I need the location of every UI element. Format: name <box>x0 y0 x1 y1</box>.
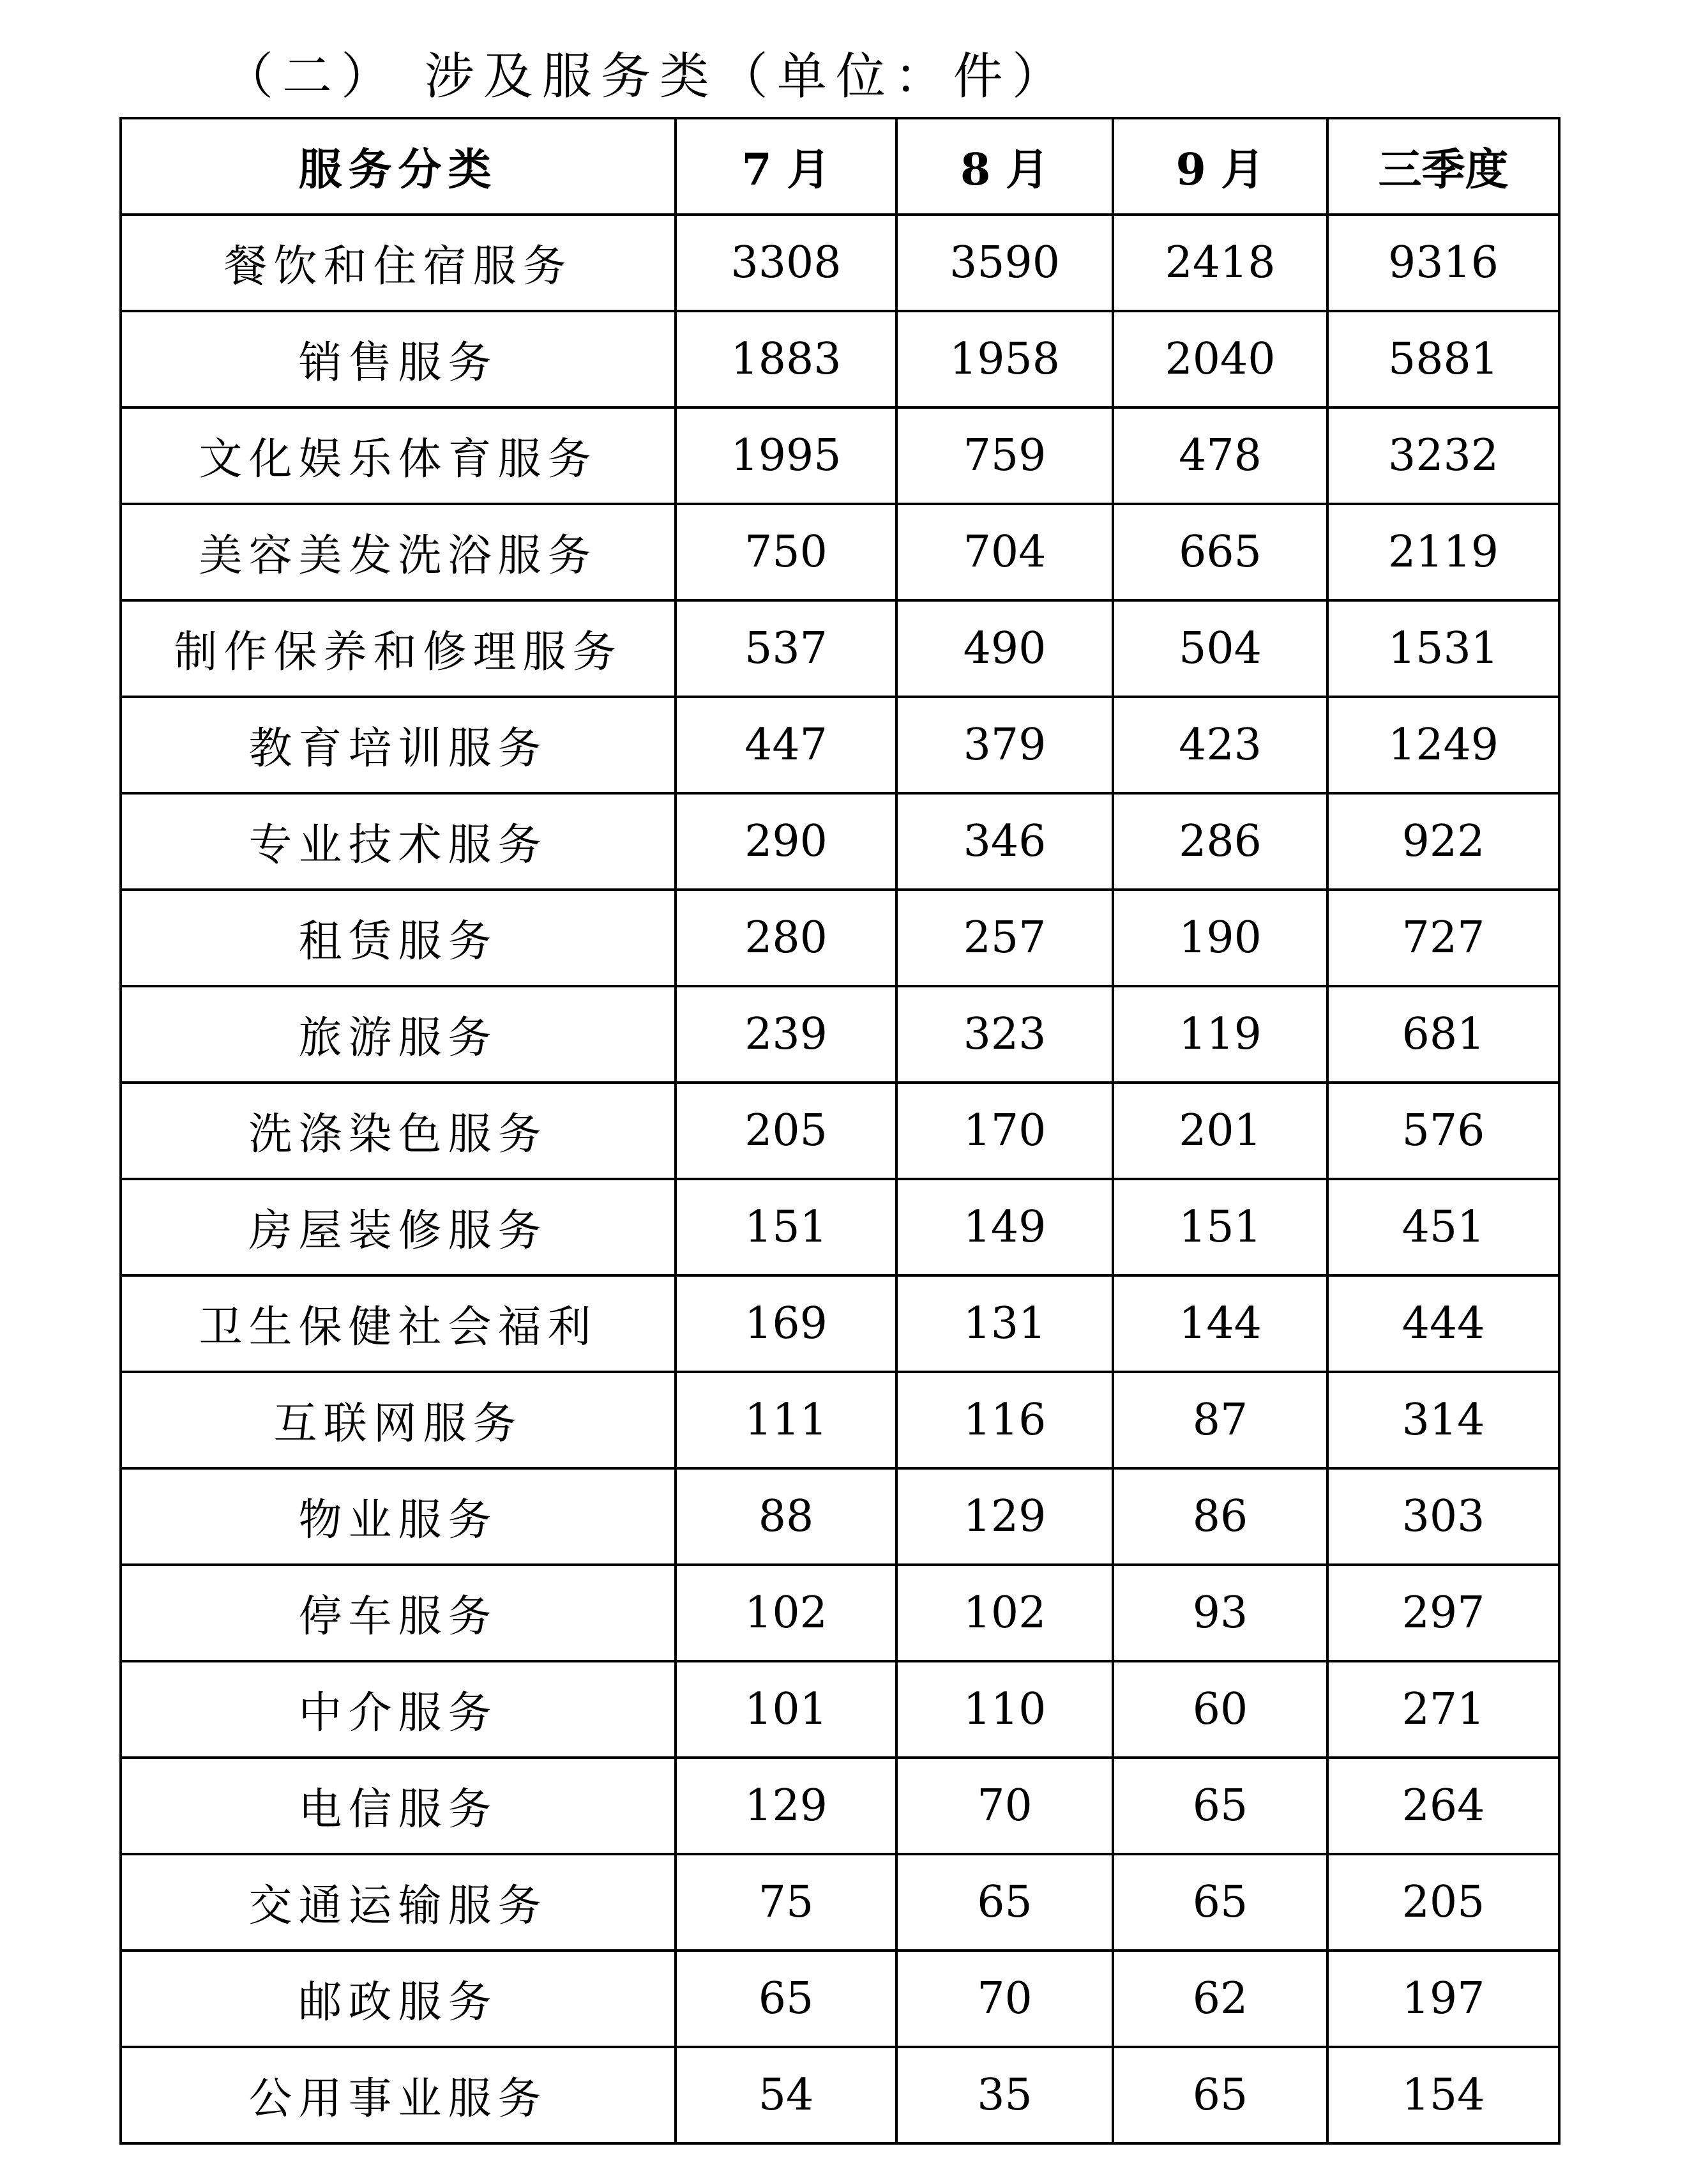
quarter-total: 451 <box>1327 1179 1559 1275</box>
quarter-total: 681 <box>1327 986 1559 1083</box>
august-value: 149 <box>896 1179 1113 1275</box>
july-value: 88 <box>676 1468 896 1565</box>
quarter-total: 5881 <box>1327 311 1559 407</box>
category-cell: 洗涤染色服务 <box>121 1083 676 1179</box>
category-cell: 教育培训服务 <box>121 697 676 793</box>
header-category: 服务分类 <box>121 118 676 215</box>
july-value: 111 <box>676 1372 896 1468</box>
september-value: 65 <box>1113 1758 1327 1854</box>
table-row <box>121 215 1559 311</box>
september-value: 2418 <box>1113 215 1327 311</box>
september-value: 423 <box>1113 697 1327 793</box>
august-value: 257 <box>896 890 1113 986</box>
table-row <box>121 600 1559 697</box>
header-july: 7 月 <box>676 118 896 215</box>
july-value: 169 <box>676 1275 896 1372</box>
september-value: 93 <box>1113 1565 1327 1661</box>
august-value: 35 <box>896 2047 1113 2143</box>
service-complaints-table <box>119 117 1561 2145</box>
august-value: 346 <box>896 793 1113 890</box>
page-title: （二） 涉及服务类（单位：件） <box>223 48 1071 105</box>
quarter-total: 3232 <box>1327 407 1559 504</box>
july-value: 54 <box>676 2047 896 2143</box>
august-value: 1958 <box>896 311 1113 407</box>
category-cell: 制作保养和修理服务 <box>121 600 676 697</box>
table-row <box>121 890 1559 986</box>
quarter-total: 205 <box>1327 1854 1559 1951</box>
august-value: 110 <box>896 1661 1113 1758</box>
august-value: 323 <box>896 986 1113 1083</box>
table-row <box>121 1758 1559 1854</box>
august-value: 704 <box>896 504 1113 600</box>
july-value: 280 <box>676 890 896 986</box>
july-value: 205 <box>676 1083 896 1179</box>
table-header-row <box>121 118 1559 215</box>
august-value: 131 <box>896 1275 1113 1372</box>
category-cell: 物业服务 <box>121 1468 676 1565</box>
category-cell: 专业技术服务 <box>121 793 676 890</box>
july-value: 750 <box>676 504 896 600</box>
table-row <box>121 1468 1559 1565</box>
quarter-total: 197 <box>1327 1951 1559 2047</box>
quarter-total: 297 <box>1327 1565 1559 1661</box>
august-value: 129 <box>896 1468 1113 1565</box>
july-value: 102 <box>676 1565 896 1661</box>
september-value: 151 <box>1113 1179 1327 1275</box>
september-value: 87 <box>1113 1372 1327 1468</box>
table-row <box>121 1275 1559 1372</box>
september-value: 65 <box>1113 1854 1327 1951</box>
july-value: 129 <box>676 1758 896 1854</box>
quarter-total: 264 <box>1327 1758 1559 1854</box>
table-row <box>121 986 1559 1083</box>
september-value: 201 <box>1113 1083 1327 1179</box>
category-cell: 交通运输服务 <box>121 1854 676 1951</box>
header-august: 8 月 <box>896 118 1113 215</box>
table-body <box>121 215 1559 2143</box>
september-value: 119 <box>1113 986 1327 1083</box>
august-value: 70 <box>896 1951 1113 2047</box>
quarter-total: 154 <box>1327 2047 1559 2143</box>
july-value: 1883 <box>676 311 896 407</box>
category-cell: 美容美发洗浴服务 <box>121 504 676 600</box>
july-value: 1995 <box>676 407 896 504</box>
quarter-total: 314 <box>1327 1372 1559 1468</box>
category-cell: 互联网服务 <box>121 1372 676 1468</box>
table-row <box>121 1083 1559 1179</box>
table-row <box>121 1951 1559 2047</box>
category-cell: 邮政服务 <box>121 1951 676 2047</box>
september-value: 65 <box>1113 2047 1327 2143</box>
table-row <box>121 311 1559 407</box>
july-value: 239 <box>676 986 896 1083</box>
july-value: 447 <box>676 697 896 793</box>
header-september: 9 月 <box>1113 118 1327 215</box>
september-value: 86 <box>1113 1468 1327 1565</box>
quarter-total: 444 <box>1327 1275 1559 1372</box>
category-cell: 公用事业服务 <box>121 2047 676 2143</box>
august-value: 65 <box>896 1854 1113 1951</box>
august-value: 102 <box>896 1565 1113 1661</box>
table-row <box>121 2047 1559 2143</box>
august-value: 490 <box>896 600 1113 697</box>
august-value: 116 <box>896 1372 1113 1468</box>
header-third-quarter: 三季度 <box>1327 118 1559 215</box>
august-value: 170 <box>896 1083 1113 1179</box>
table-row <box>121 407 1559 504</box>
july-value: 65 <box>676 1951 896 2047</box>
table-row <box>121 1372 1559 1468</box>
category-cell: 房屋装修服务 <box>121 1179 676 1275</box>
august-value: 759 <box>896 407 1113 504</box>
table-row <box>121 697 1559 793</box>
category-cell: 文化娱乐体育服务 <box>121 407 676 504</box>
quarter-total: 303 <box>1327 1468 1559 1565</box>
july-value: 101 <box>676 1661 896 1758</box>
quarter-total: 9316 <box>1327 215 1559 311</box>
category-cell: 租赁服务 <box>121 890 676 986</box>
quarter-total: 2119 <box>1327 504 1559 600</box>
august-value: 3590 <box>896 215 1113 311</box>
category-cell: 停车服务 <box>121 1565 676 1661</box>
september-value: 62 <box>1113 1951 1327 2047</box>
september-value: 144 <box>1113 1275 1327 1372</box>
july-value: 151 <box>676 1179 896 1275</box>
september-value: 190 <box>1113 890 1327 986</box>
table-row <box>121 793 1559 890</box>
august-value: 70 <box>896 1758 1113 1854</box>
quarter-total: 922 <box>1327 793 1559 890</box>
september-value: 2040 <box>1113 311 1327 407</box>
table-row <box>121 1854 1559 1951</box>
category-cell: 餐饮和住宿服务 <box>121 215 676 311</box>
quarter-total: 727 <box>1327 890 1559 986</box>
september-value: 665 <box>1113 504 1327 600</box>
category-cell: 旅游服务 <box>121 986 676 1083</box>
category-cell: 卫生保健社会福利 <box>121 1275 676 1372</box>
quarter-total: 1249 <box>1327 697 1559 793</box>
september-value: 478 <box>1113 407 1327 504</box>
table-row <box>121 1661 1559 1758</box>
category-cell: 中介服务 <box>121 1661 676 1758</box>
quarter-total: 576 <box>1327 1083 1559 1179</box>
quarter-total: 271 <box>1327 1661 1559 1758</box>
september-value: 286 <box>1113 793 1327 890</box>
table-row <box>121 1179 1559 1275</box>
july-value: 3308 <box>676 215 896 311</box>
category-cell: 电信服务 <box>121 1758 676 1854</box>
september-value: 60 <box>1113 1661 1327 1758</box>
quarter-total: 1531 <box>1327 600 1559 697</box>
july-value: 290 <box>676 793 896 890</box>
category-cell: 销售服务 <box>121 311 676 407</box>
july-value: 75 <box>676 1854 896 1951</box>
august-value: 379 <box>896 697 1113 793</box>
table-row <box>121 504 1559 600</box>
table-row <box>121 1565 1559 1661</box>
september-value: 504 <box>1113 600 1327 697</box>
july-value: 537 <box>676 600 896 697</box>
